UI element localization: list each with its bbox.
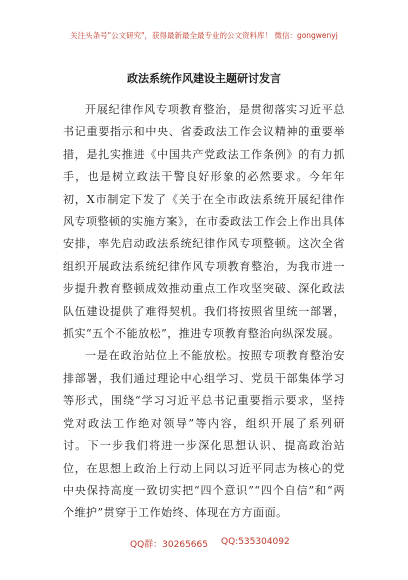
body-paragraph: 一是在政治站位上不能放松。按照专项教育整治安排部署，我们通过理论中心组学习、党员干部集体学习等形式，围绕“学习习近平总书记重要指示要求，坚持党对政法工作绝对领导”等内容，组织开展了系列研讨。下一步我们将进一步深化思想认识、提高政治站位，在思想上政治上行动上同以习近平同志为核心的党中央保持高度一致切实把“四个意识”“四个自信”和“两个维护”贯穿于工作始终、体现在方方面面。 [63, 349, 345, 520]
document-title: 政法系统作风建设主题研讨发言 [127, 72, 281, 85]
document-body [63, 99, 345, 525]
footer-qq-group: QQ群：30265665 [130, 540, 208, 550]
footer-qq-contact: QQ:535304092 [221, 537, 290, 547]
body-paragraph: 开展纪律作风专项教育整治，是贯彻落实习近平总书记重要指示和中央、省委政法工作会议精神的重要举措，是扎实推进《中国共产党政法工作条例》的有力抓手，也是树立政法干警良好形象的必然要求。今年年初，X市制定下发了《关于在全市政法系统开展纪律作风专项整顿的实施方案》，在市委政法工作会上作出具体安排，率先启动政法系统纪律作风专项整顿。这次全省组织开展政法系统纪律作风专项教育整治，为我市进一步提升教育整顿成效推动重点工作攻坚突破、深化政法队伍建设提供了难得契机。我们将按照省里统一部署，抓实“五个不能放松”，推进专项教育整治向纵深发展。 [63, 103, 345, 341]
header-notice: 关注头条号"公文研究"，获得最新最全最专业的公文资料库！ 微信：gongwenyj [70, 31, 338, 40]
